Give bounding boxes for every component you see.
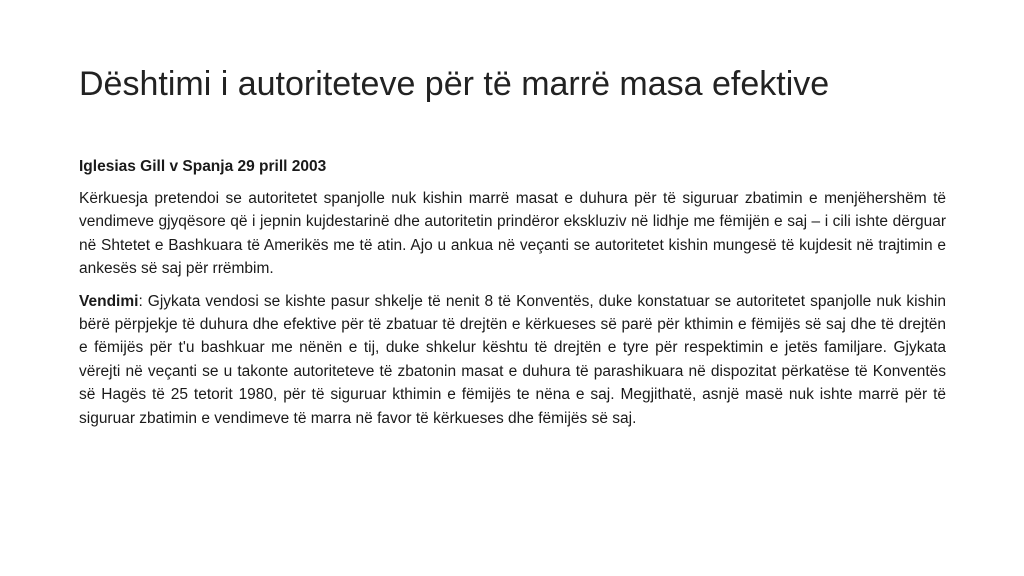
complaint-paragraph: Kërkuesja pretendoi se autoritetet spanjolle nuk kishin marrë masat e duhura për të siguruar zbatimin e menjëhershëm të vendimeve gjyqësore që i jepnin kujdestarinë dhe autoritetin prindëror ekskluziv në lidhje me fëmijën e saj – i cili ishte dërguar në Shtetet e Bashkuara të Amerikës me të atin. Ajo u ankua në veçanti se autoritetet kishin mungesë të kujdesit në trajtimin e ankesës së saj për rrëmbim. bbox=[79, 190, 946, 278]
case-heading: Iglesias Gill v Spanja 29 prill 2003 bbox=[79, 158, 327, 175]
judgment-label: Vendimi bbox=[79, 292, 139, 310]
slide-content bbox=[79, 156, 946, 439]
judgment-text: : Gjykata vendosi se kishte pasur shkelje të nenit 8 të Konventës, duke konstatuar se autoritetet spanjolle nuk kishin bërë përpjekje të duhura dhe efektive për të zbatuar të drejtën e kërkueses së parë për kthimin e fëmijës së saj dhe të drejtën e fëmijës për t'u bashkuar me nënën e tij, duke shkelur kështu të drejtën e tyre për respektimin e jetës familjare. Gjykata vërejti në veçanti se u takonte autoriteteve të zbatonin masat e duhura të parashikuara në dispozitat përkatëse të Konventës së Hagës të 25 tetorit 1980, për të siguruar kthimin e fëmijës te nëna e saj. Megjithatë, asnjë masë nuk ishte marrë për të siguruar zbatimin e vendimeve të marra në favor të kërkueses dhe fëmijës së saj. bbox=[79, 292, 946, 427]
judgment-paragraph bbox=[79, 290, 946, 430]
slide-title: Dështimi i autoriteteve për të marrë masa efektive bbox=[79, 65, 830, 103]
